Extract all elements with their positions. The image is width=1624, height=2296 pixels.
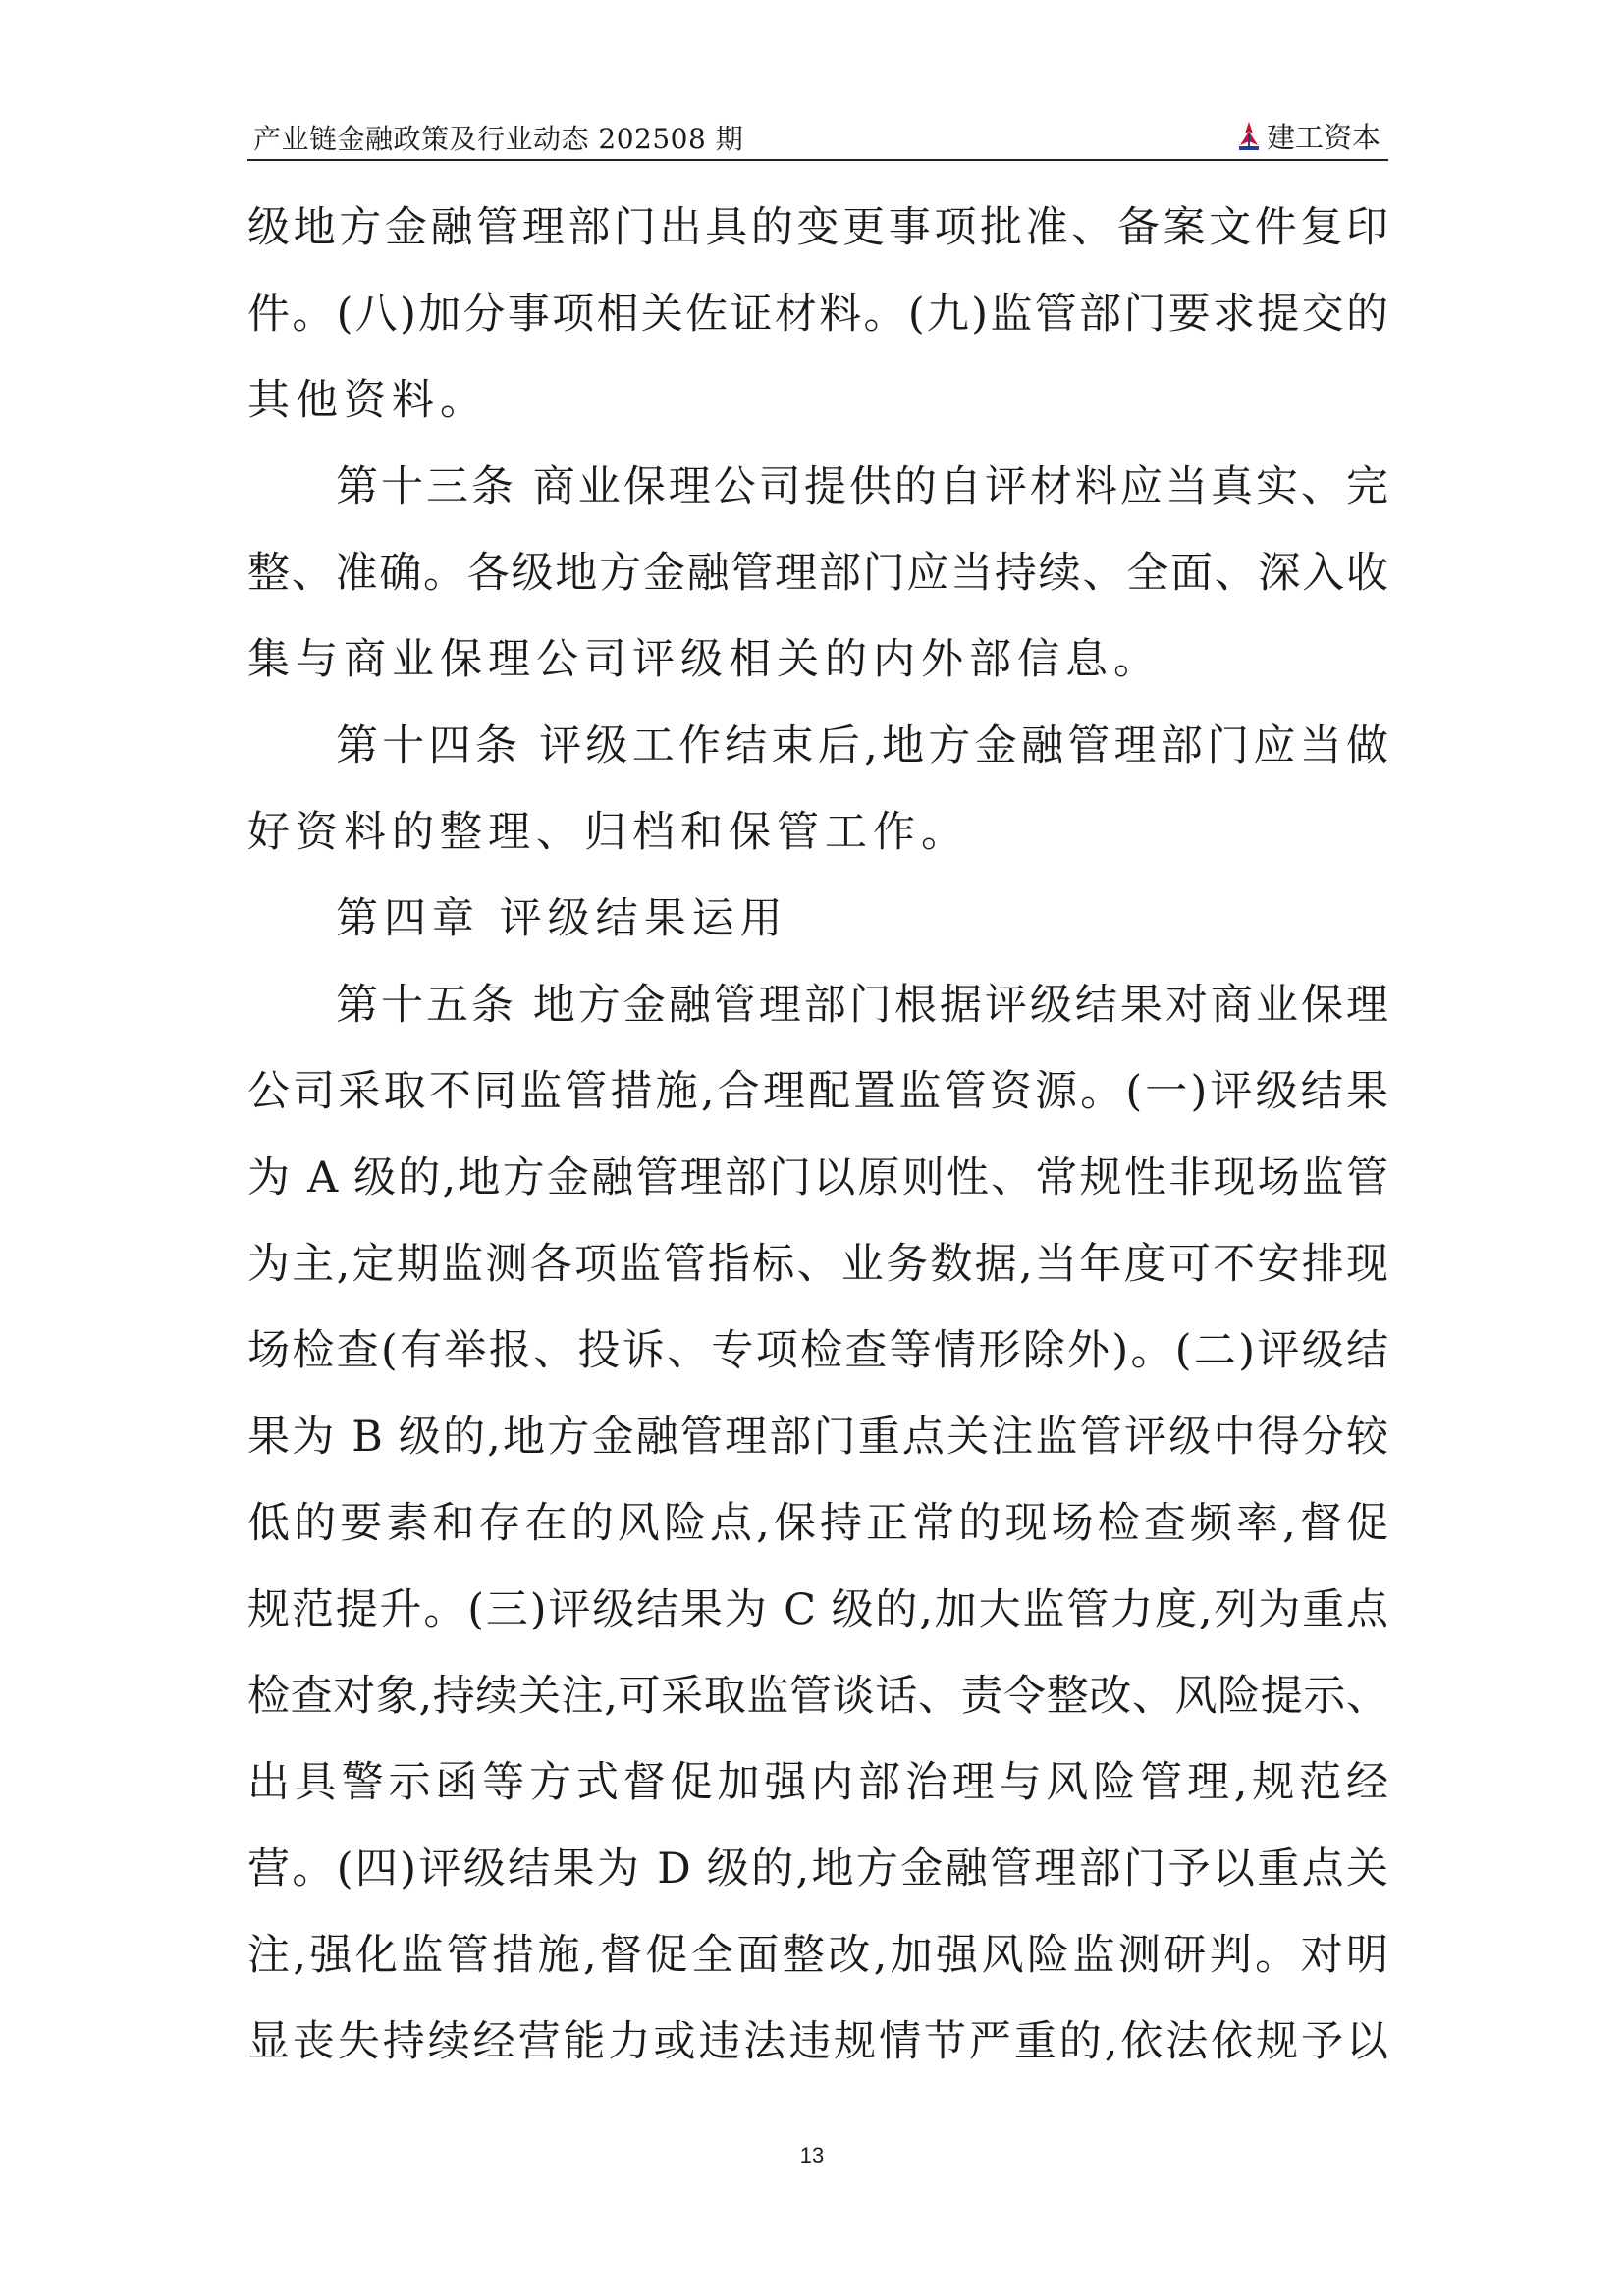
article-15-heading-line: 第十五条 地方金融管理部门根据评级结果对商业保理 (336, 981, 1388, 1030)
text-line: 级地方金融管理部门出具的变更事项批准、备案文件复印 (247, 203, 1388, 252)
text-line: 集与商业保理公司评级相关的内外部信息。 (247, 635, 1162, 684)
text-line: 为主,定期监测各项监管指标、业务数据,当年度可不安排现 (247, 1240, 1388, 1289)
brand-name: 建工资本 (1266, 121, 1380, 154)
page-number: 13 (799, 2143, 825, 2167)
text-line: 其他资料。 (247, 376, 488, 425)
document-body (247, 185, 1388, 2085)
text-line: 检查对象,持续关注,可采取监管谈话、责令整改、风险提示、 (247, 1672, 1388, 1721)
brand-logo (1237, 116, 1380, 156)
text-line: 出具警示函等方式督促加强内部治理与风险管理,规范经 (247, 1758, 1388, 1807)
page-header (247, 116, 1388, 161)
text-line: 营。(四)评级结果为 D 级的,地方金融管理部门予以重点关 (247, 1844, 1388, 1894)
text-line: 为 A 级的,地方金融管理部门以原则性、常规性非现场监管 (247, 1153, 1388, 1202)
text-line: 果为 B 级的,地方金融管理部门重点关注监管评级中得分较 (247, 1413, 1388, 1462)
text-line: 场检查(有举报、投诉、专项检查等情形除外)。(二)评级结 (247, 1326, 1388, 1375)
header-title: 产业链金融政策及行业动态 202508 期 (253, 123, 744, 155)
text-line: 规范提升。(三)评级结果为 C 级的,加大监管力度,列为重点 (247, 1585, 1388, 1634)
text-line: 显丧失持续经营能力或违法违规情节严重的,依法依规予以 (247, 2017, 1388, 2066)
brand-logo-icon (1237, 120, 1261, 153)
text-line: 注,强化监管措施,督促全面整改,加强风险监测研判。对明 (247, 1931, 1388, 1980)
article-13-heading-line: 第十三条 商业保理公司提供的自评材料应当真实、完 (336, 462, 1388, 511)
text-line: 整、准确。各级地方金融管理部门应当持续、全面、深入收 (247, 549, 1388, 598)
chapter-4-heading: 第四章 评级结果运用 (336, 894, 788, 943)
text-line: 低的要素和存在的风险点,保持正常的现场检查频率,督促 (247, 1499, 1388, 1548)
article-14-heading-line: 第十四条 评级工作结束后,地方金融管理部门应当做 (336, 721, 1388, 771)
text-line: 好资料的整理、归档和保管工作。 (247, 808, 969, 857)
text-line: 公司采取不同监管措施,合理配置监管资源。(一)评级结果 (247, 1067, 1388, 1116)
text-line: 件。(八)加分事项相关佐证材料。(九)监管部门要求提交的 (247, 290, 1388, 339)
